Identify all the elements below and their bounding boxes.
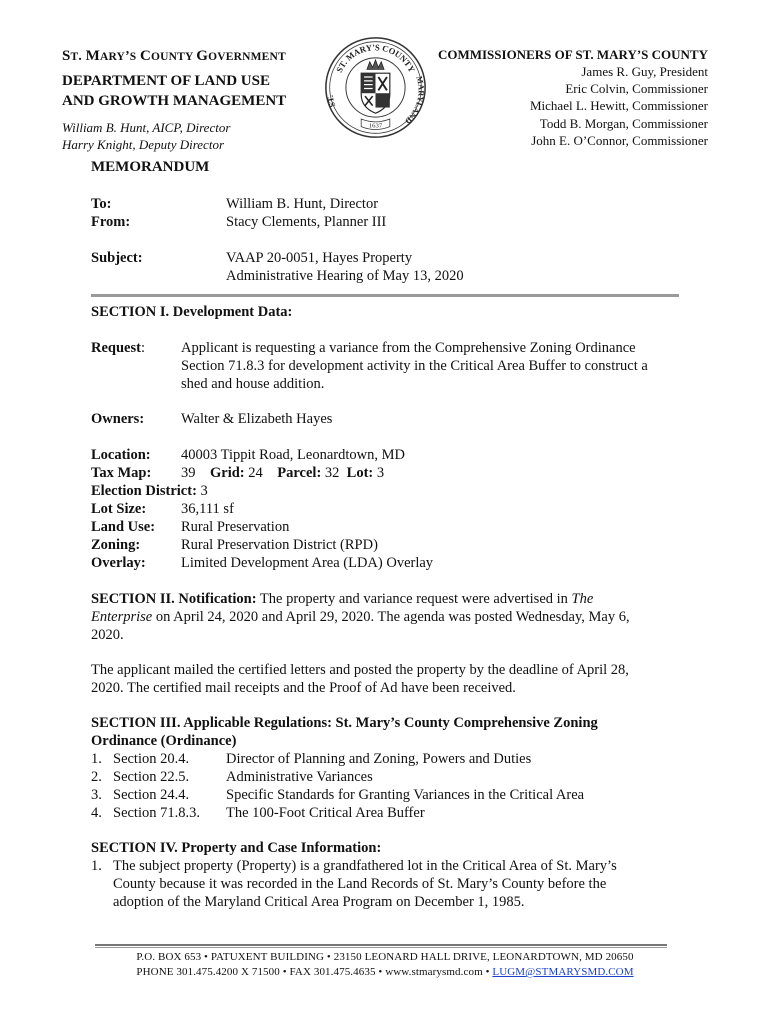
from-value: Stacy Clements, Planner III [226, 214, 387, 230]
parcel-info [181, 464, 384, 482]
department-name-line-2: AND GROWTH MANAGEMENT [62, 93, 287, 109]
to-value: William B. Hunt, Director [226, 196, 379, 212]
regulation-section: Section 24.4. [113, 787, 190, 803]
lot-label: Lot: [346, 465, 374, 481]
case-item-line: adoption of the Maryland Critical Area Program on December 1, 1985. [113, 894, 525, 910]
gov-letter: T [70, 51, 79, 63]
seal-left-text: ST. [325, 94, 338, 109]
regulation-description: Director of Planning and Zoning, Powers and Duties [226, 751, 532, 767]
regulation-description: The 100-Foot Critical Area Buffer [226, 805, 425, 821]
election-district [91, 482, 208, 500]
commissioner-name: Eric Colvin, Commissioner [565, 81, 708, 97]
regulation-number: 3. [91, 787, 102, 803]
footer-contact [70, 966, 700, 978]
regulation-section: Section 71.8.3. [113, 805, 200, 821]
section-3-heading: SECTION III. Applicable Regulations: St. Mary’s County Comprehensive Zoning [91, 715, 598, 731]
to-label: To: [91, 196, 112, 212]
case-item-line: County because it was recorded in the Land Records of St. Mary’s County before the [113, 876, 607, 892]
regulation-section: Section 22.5. [113, 769, 190, 785]
regulation-section: Section 20.4. [113, 751, 190, 767]
request-label-colon: : [140, 340, 145, 356]
parcel-label: Parcel: [277, 465, 322, 481]
election-district-value: 3 [200, 483, 208, 499]
regulation-number: 2. [91, 769, 102, 785]
owners-label: Owners: [91, 411, 145, 427]
subject-label: Subject: [91, 250, 143, 266]
case-item-line: The subject property (Property) is a grandfathered lot in the Critical Area of St. Mary’s [113, 858, 617, 874]
gov-letter: ARY [99, 51, 126, 63]
gov-letter: S [62, 48, 71, 64]
commissioner-name: Todd B. Morgan, Commissioner [539, 115, 708, 131]
gov-letter: C [139, 48, 151, 64]
regulation-number: 4. [91, 805, 102, 821]
section-2-heading: SECTION II. Notification: [91, 591, 257, 607]
gov-letter: ’ [125, 48, 130, 63]
subject-line-1: VAAP 20-0051, Hayes Property [226, 250, 413, 266]
request-line: shed and house addition. [181, 376, 325, 392]
case-item-number: 1. [91, 858, 102, 874]
regulation-description: Administrative Variances [226, 769, 373, 785]
gov-letter: OVERNMENT [208, 51, 286, 63]
notification-text: The property and variance request were advertised in [256, 591, 572, 607]
grid-value: 24 [248, 465, 263, 481]
section-4-heading: SECTION IV. Property and Case Information: [91, 840, 382, 856]
commissioner-name: James R. Guy, President [581, 64, 708, 79]
gov-letter: M [85, 48, 100, 64]
lot-size-value: 36,111 sf [181, 501, 234, 517]
parcel-value: 32 [324, 465, 340, 481]
overlay-label: Overlay: [91, 555, 146, 571]
owners-value: Walter & Elizabeth Hayes [181, 411, 333, 427]
tax-map-value: 39 [181, 465, 196, 481]
footer-phone-fax-web: PHONE 301.475.4200 X 71500 • FAX 301.475.4635 • www.stmarysmd.com • [136, 966, 493, 978]
deputy-director-name: Harry Knight, Deputy Director [62, 137, 224, 152]
commissioner-name: Michael L. Hewitt, Commissioner [529, 98, 708, 114]
land-use-label: Land Use: [91, 519, 156, 535]
county-government-line [62, 48, 362, 65]
director-name: William B. Hunt, AICP, Director [62, 120, 231, 135]
department-name [62, 71, 362, 111]
notification-text: on April 24, 2020 and April 29, 2020. The agenda was posted Wednesday, May 6, [152, 609, 630, 625]
footer-divider [95, 947, 667, 948]
gov-letter: OUNTY [151, 51, 197, 63]
footer-address: P.O. BOX 653 • PATUXENT BUILDING • 23150 LEONARD HALL DRIVE, LEONARDTOWN, MD 20650 [136, 951, 634, 963]
newspaper-name: Enterprise [91, 609, 153, 625]
request-label [91, 339, 145, 357]
notification-paragraph-line-2 [91, 608, 691, 626]
zoning-label: Zoning: [91, 537, 141, 553]
commissioners-block [408, 46, 708, 149]
tax-map-label: Tax Map: [91, 465, 152, 481]
mailing-paragraph-line: 2020. The certified mail receipts and the Proof of Ad have been received. [91, 680, 516, 696]
notification-paragraph-line-1 [91, 590, 691, 608]
regulation-number: 1. [91, 751, 102, 767]
subject-line-2: Administrative Hearing of May 13, 2020 [226, 268, 464, 284]
department-header [62, 46, 362, 153]
lot-value: 3 [376, 465, 385, 481]
department-name-line-1: DEPARTMENT OF LAND USE [62, 73, 270, 89]
location-label: Location: [91, 447, 151, 463]
from-label: From: [91, 214, 131, 230]
zoning-value: Rural Preservation District (RPD) [181, 537, 378, 553]
gov-letter: . [78, 48, 86, 63]
gov-letter: S [129, 51, 137, 63]
section-divider [91, 294, 679, 297]
footer-email-link[interactable]: LUGM@STMARYSMD.COM [492, 966, 634, 978]
mailing-paragraph-line: The applicant mailed the certified letters and posted the property by the deadline of April 28, [91, 662, 629, 678]
request-line: Applicant is requesting a variance from the Comprehensive Zoning Ordinance [181, 340, 636, 356]
grid-label: Grid: [210, 465, 245, 481]
location-value: 40003 Tippit Road, Leonardtown, MD [181, 447, 405, 463]
seal-year: 1637 [368, 122, 383, 130]
request-label-text: Request [91, 340, 141, 356]
memo-title: MEMORANDUM [91, 159, 210, 175]
overlay-value: Limited Development Area (LDA) Overlay [181, 555, 434, 571]
election-district-label: Election District: [91, 483, 197, 499]
seal-right-text: MARYLAND [403, 75, 426, 126]
lot-size-label: Lot Size: [91, 501, 147, 517]
land-use-value: Rural Preservation [181, 519, 290, 535]
newspaper-name: The [571, 591, 594, 607]
gov-letter: G [196, 48, 209, 64]
seal-top-text: ST. MARY'S COUNTY [333, 42, 418, 74]
regulation-description: Specific Standards for Granting Variances in the Critical Area [226, 787, 585, 803]
section-1-heading: SECTION I. Development Data: [91, 304, 293, 320]
request-line: Section 71.8.3 for development activity in the Critical Area Buffer to construct a [181, 358, 648, 374]
footer-divider [95, 944, 667, 946]
section-3-heading: Ordinance (Ordinance) [91, 733, 237, 749]
commissioner-name: John E. O’Connor, Commissioner [531, 132, 708, 148]
notification-text: 2020. [91, 627, 124, 643]
commissioners-title: COMMISSIONERS OF ST. MARY’S COUNTY [437, 47, 708, 62]
